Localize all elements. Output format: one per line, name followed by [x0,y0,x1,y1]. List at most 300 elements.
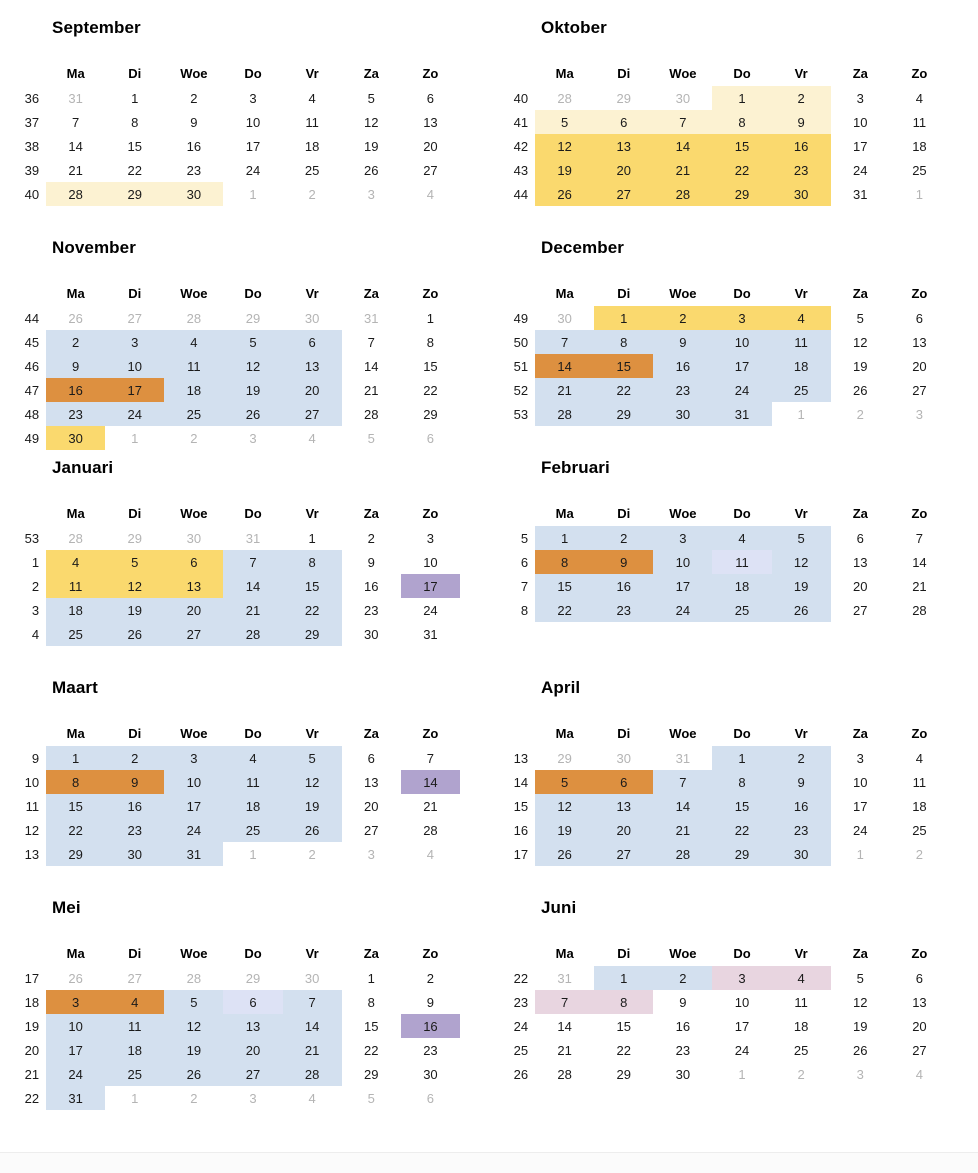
day-cell[interactable]: 23 [675,1042,691,1058]
day-cell[interactable]: 15 [712,134,771,158]
day-cell[interactable]: 10 [423,554,438,570]
day-cell-adjacent-month[interactable]: 3 [367,846,375,862]
day-cell[interactable]: 18 [912,798,927,814]
day-cell[interactable]: 6 [856,530,864,546]
day-cell[interactable]: 3 [653,526,712,550]
day-cell[interactable]: 19 [535,158,594,182]
day-cell[interactable]: 6 [164,550,223,574]
day-cell[interactable]: 19 [223,378,282,402]
day-cell[interactable]: 5 [367,90,375,106]
day-cell[interactable]: 11 [912,114,927,130]
day-cell[interactable]: 9 [772,110,831,134]
day-cell[interactable]: 2 [426,970,435,986]
day-cell-adjacent-month[interactable]: 26 [68,970,83,986]
day-cell[interactable]: 10 [734,994,750,1010]
day-cell[interactable]: 5 [535,110,594,134]
day-cell[interactable]: 22 [46,818,105,842]
day-cell-adjacent-month[interactable]: 1 [738,1066,746,1082]
day-cell[interactable]: 23 [186,162,202,178]
day-cell[interactable]: 13 [594,794,653,818]
day-cell[interactable]: 17 [245,138,261,154]
day-cell[interactable]: 3 [426,530,435,546]
day-cell[interactable]: 25 [105,1062,164,1086]
day-cell[interactable]: 18 [223,794,282,818]
day-cell[interactable]: 8 [712,110,771,134]
day-cell-adjacent-month[interactable]: 4 [426,186,435,202]
day-cell-adjacent-month[interactable]: 3 [915,406,924,422]
day-cell[interactable]: 3 [712,966,771,990]
day-cell[interactable]: 15 [283,574,342,598]
day-cell[interactable]: 5 [772,526,831,550]
day-cell[interactable]: 10 [105,354,164,378]
day-cell[interactable]: 25 [304,162,320,178]
day-cell[interactable]: 26 [105,622,164,646]
day-cell[interactable]: 29 [283,622,342,646]
day-cell[interactable]: 21 [68,162,83,178]
day-cell-adjacent-month[interactable]: 31 [557,970,572,986]
day-cell-adjacent-month[interactable]: 1 [797,406,805,422]
day-cell-adjacent-month[interactable]: 29 [245,310,261,326]
day-cell[interactable]: 27 [364,822,379,838]
day-cell[interactable]: 12 [535,134,594,158]
day-cell[interactable]: 26 [364,162,379,178]
day-cell[interactable]: 18 [304,138,320,154]
day-cell-adjacent-month[interactable]: 6 [426,1090,435,1106]
day-cell-adjacent-month[interactable]: 2 [797,1066,805,1082]
day-cell[interactable]: 3 [856,90,864,106]
day-cell[interactable]: 9 [594,550,653,574]
day-cell-adjacent-month[interactable]: 1 [915,186,924,202]
day-cell[interactable]: 1 [535,526,594,550]
day-cell[interactable]: 14 [364,358,379,374]
day-cell[interactable]: 16 [772,134,831,158]
day-cell-adjacent-month[interactable]: 4 [308,430,316,446]
day-cell[interactable]: 4 [308,90,316,106]
day-cell[interactable]: 23 [594,598,653,622]
day-cell[interactable]: 1 [426,310,435,326]
day-cell[interactable]: 25 [164,402,223,426]
day-cell[interactable]: 24 [853,162,868,178]
day-cell[interactable]: 5 [856,310,864,326]
day-cell[interactable]: 25 [772,378,831,402]
day-cell[interactable]: 19 [364,138,379,154]
day-cell[interactable]: 20 [364,798,379,814]
day-cell[interactable]: 28 [653,182,712,206]
day-cell[interactable]: 4 [164,330,223,354]
day-cell[interactable]: 1 [367,970,375,986]
day-cell-adjacent-month[interactable]: 2 [308,186,316,202]
day-cell[interactable]: 15 [364,1018,379,1034]
day-cell[interactable]: 14 [401,770,460,794]
day-cell[interactable]: 8 [283,550,342,574]
day-cell[interactable]: 30 [46,426,105,450]
day-cell[interactable]: 23 [772,158,831,182]
day-cell[interactable]: 27 [594,182,653,206]
day-cell[interactable]: 13 [283,354,342,378]
day-cell[interactable]: 13 [423,114,438,130]
day-cell-adjacent-month[interactable]: 31 [364,310,379,326]
day-cell[interactable]: 14 [283,1014,342,1038]
day-cell-adjacent-month[interactable]: 30 [304,310,320,326]
day-cell[interactable]: 29 [712,182,771,206]
day-cell[interactable]: 27 [594,842,653,866]
day-cell[interactable]: 19 [283,794,342,818]
day-cell[interactable]: 24 [734,1042,750,1058]
day-cell[interactable]: 19 [853,1018,868,1034]
day-cell[interactable]: 27 [912,1042,927,1058]
day-cell-adjacent-month[interactable]: 1 [131,1090,139,1106]
day-cell[interactable]: 24 [712,378,771,402]
day-cell[interactable]: 13 [912,994,927,1010]
day-cell[interactable]: 16 [105,794,164,818]
day-cell[interactable]: 9 [772,770,831,794]
day-cell[interactable]: 20 [853,578,868,594]
day-cell[interactable]: 27 [223,1062,282,1086]
day-cell-adjacent-month[interactable]: 1 [856,846,864,862]
day-cell[interactable]: 17 [401,574,460,598]
day-cell[interactable]: 28 [535,402,594,426]
day-cell[interactable]: 24 [653,598,712,622]
day-cell[interactable]: 1 [46,746,105,770]
day-cell[interactable]: 17 [853,138,868,154]
day-cell[interactable]: 21 [283,1038,342,1062]
day-cell-adjacent-month[interactable]: 30 [675,90,691,106]
day-cell[interactable]: 24 [423,602,438,618]
day-cell[interactable]: 4 [915,90,924,106]
day-cell[interactable]: 15 [616,1018,632,1034]
day-cell[interactable]: 30 [772,182,831,206]
day-cell[interactable]: 16 [772,794,831,818]
day-cell[interactable]: 17 [853,798,868,814]
day-cell[interactable]: 4 [712,526,771,550]
day-cell-adjacent-month[interactable]: 3 [367,186,375,202]
day-cell[interactable]: 12 [772,550,831,574]
day-cell[interactable]: 22 [712,158,771,182]
day-cell[interactable]: 1 [712,86,771,110]
day-cell[interactable]: 12 [853,334,868,350]
day-cell[interactable]: 28 [557,1066,572,1082]
day-cell[interactable]: 4 [772,306,831,330]
day-cell[interactable]: 29 [364,1066,379,1082]
day-cell-adjacent-month[interactable]: 31 [68,90,83,106]
day-cell[interactable]: 24 [164,818,223,842]
day-cell[interactable]: 22 [283,598,342,622]
day-cell[interactable]: 2 [367,530,375,546]
day-cell[interactable]: 22 [712,818,771,842]
day-cell[interactable]: 23 [46,402,105,426]
day-cell[interactable]: 27 [283,402,342,426]
day-cell[interactable]: 18 [164,378,223,402]
day-cell[interactable]: 17 [164,794,223,818]
day-cell[interactable]: 2 [105,746,164,770]
day-cell[interactable]: 8 [594,330,653,354]
day-cell[interactable]: 1 [308,530,316,546]
day-cell[interactable]: 8 [367,994,375,1010]
day-cell[interactable]: 11 [223,770,282,794]
day-cell[interactable]: 31 [853,186,868,202]
day-cell[interactable]: 26 [853,1042,868,1058]
day-cell[interactable]: 6 [594,770,653,794]
day-cell[interactable]: 26 [772,598,831,622]
day-cell[interactable]: 12 [535,794,594,818]
day-cell[interactable]: 14 [68,138,83,154]
day-cell[interactable]: 20 [283,378,342,402]
day-cell[interactable]: 2 [46,330,105,354]
day-cell[interactable]: 25 [46,622,105,646]
day-cell-adjacent-month[interactable]: 29 [557,750,572,766]
day-cell[interactable]: 21 [423,798,438,814]
day-cell[interactable]: 7 [72,114,80,130]
day-cell[interactable]: 16 [653,354,712,378]
day-cell[interactable]: 15 [423,358,438,374]
day-cell[interactable]: 4 [223,746,282,770]
day-cell[interactable]: 13 [594,134,653,158]
day-cell[interactable]: 22 [616,1042,632,1058]
day-cell[interactable]: 21 [364,382,379,398]
day-cell[interactable]: 29 [712,842,771,866]
day-cell[interactable]: 21 [557,1042,572,1058]
day-cell[interactable]: 15 [535,574,594,598]
day-cell[interactable]: 24 [105,402,164,426]
day-cell-adjacent-month[interactable]: 31 [675,750,691,766]
day-cell-adjacent-month[interactable]: 30 [304,970,320,986]
day-cell[interactable]: 7 [535,990,594,1014]
day-cell[interactable]: 1 [594,306,653,330]
day-cell[interactable]: 26 [223,402,282,426]
day-cell[interactable]: 2 [653,966,712,990]
day-cell-adjacent-month[interactable]: 4 [915,1066,924,1082]
day-cell[interactable]: 19 [853,358,868,374]
day-cell[interactable]: 28 [46,182,105,206]
day-cell[interactable]: 13 [853,554,868,570]
day-cell[interactable]: 20 [423,138,438,154]
day-cell[interactable]: 21 [223,598,282,622]
day-cell[interactable]: 26 [853,382,868,398]
day-cell[interactable]: 10 [46,1014,105,1038]
day-cell[interactable]: 23 [772,818,831,842]
day-cell[interactable]: 7 [283,990,342,1014]
day-cell[interactable]: 13 [164,574,223,598]
day-cell[interactable]: 2 [772,86,831,110]
day-cell[interactable]: 5 [856,970,864,986]
day-cell[interactable]: 29 [423,406,438,422]
day-cell[interactable]: 25 [912,822,927,838]
day-cell[interactable]: 25 [223,818,282,842]
day-cell[interactable]: 4 [772,966,831,990]
day-cell[interactable]: 20 [912,1018,927,1034]
day-cell-adjacent-month[interactable]: 31 [245,530,261,546]
day-cell[interactable]: 14 [535,354,594,378]
day-cell[interactable]: 13 [912,334,927,350]
day-cell[interactable]: 19 [164,1038,223,1062]
day-cell[interactable]: 10 [245,114,261,130]
day-cell[interactable]: 14 [557,1018,572,1034]
day-cell[interactable]: 23 [105,818,164,842]
day-cell[interactable]: 15 [712,794,771,818]
day-cell-adjacent-month[interactable]: 3 [249,1090,257,1106]
day-cell[interactable]: 17 [712,354,771,378]
day-cell[interactable]: 3 [105,330,164,354]
day-cell[interactable]: 26 [535,182,594,206]
day-cell[interactable]: 11 [164,354,223,378]
day-cell[interactable]: 8 [712,770,771,794]
day-cell[interactable]: 4 [105,990,164,1014]
day-cell[interactable]: 10 [853,774,868,790]
day-cell[interactable]: 3 [856,750,864,766]
day-cell[interactable]: 9 [190,114,198,130]
day-cell[interactable]: 15 [594,354,653,378]
day-cell-adjacent-month[interactable]: 29 [616,90,632,106]
day-cell[interactable]: 16 [594,574,653,598]
day-cell[interactable]: 29 [616,1066,632,1082]
day-cell[interactable]: 7 [535,330,594,354]
day-cell[interactable]: 22 [535,598,594,622]
day-cell[interactable]: 28 [912,602,927,618]
day-cell[interactable]: 6 [915,310,924,326]
day-cell-adjacent-month[interactable]: 2 [190,1090,198,1106]
day-cell[interactable]: 18 [105,1038,164,1062]
day-cell[interactable]: 9 [46,354,105,378]
day-cell[interactable]: 30 [105,842,164,866]
day-cell[interactable]: 3 [712,306,771,330]
day-cell[interactable]: 3 [46,990,105,1014]
day-cell-adjacent-month[interactable]: 3 [249,430,257,446]
day-cell-adjacent-month[interactable]: 28 [186,970,202,986]
day-cell[interactable]: 14 [653,134,712,158]
day-cell[interactable]: 19 [772,574,831,598]
day-cell[interactable]: 14 [912,554,927,570]
day-cell[interactable]: 9 [426,994,435,1010]
day-cell[interactable]: 1 [712,746,771,770]
day-cell[interactable]: 31 [423,626,438,642]
day-cell[interactable]: 5 [105,550,164,574]
day-cell[interactable]: 5 [164,990,223,1014]
day-cell[interactable]: 31 [46,1086,105,1110]
day-cell[interactable]: 20 [912,358,927,374]
day-cell-adjacent-month[interactable]: 30 [557,310,572,326]
day-cell-adjacent-month[interactable]: 6 [426,430,435,446]
day-cell[interactable]: 29 [105,182,164,206]
day-cell[interactable]: 2 [190,90,198,106]
day-cell-adjacent-month[interactable]: 4 [426,846,435,862]
day-cell[interactable]: 27 [853,602,868,618]
day-cell-adjacent-month[interactable]: 1 [249,186,257,202]
day-cell[interactable]: 16 [186,138,202,154]
day-cell[interactable]: 23 [423,1042,438,1058]
day-cell[interactable]: 15 [46,794,105,818]
day-cell[interactable]: 20 [594,158,653,182]
day-cell-adjacent-month[interactable]: 29 [127,530,143,546]
day-cell[interactable]: 21 [912,578,927,594]
day-cell[interactable]: 27 [912,382,927,398]
day-cell[interactable]: 17 [46,1038,105,1062]
day-cell[interactable]: 29 [46,842,105,866]
day-cell[interactable]: 12 [283,770,342,794]
day-cell[interactable]: 2 [772,746,831,770]
day-cell[interactable]: 28 [283,1062,342,1086]
day-cell[interactable]: 9 [367,554,375,570]
day-cell[interactable]: 28 [223,622,282,646]
day-cell[interactable]: 4 [46,550,105,574]
day-cell[interactable]: 25 [912,162,927,178]
day-cell[interactable]: 11 [912,774,927,790]
day-cell[interactable]: 26 [283,818,342,842]
day-cell[interactable]: 6 [426,90,435,106]
day-cell[interactable]: 29 [594,402,653,426]
day-cell[interactable]: 8 [131,114,139,130]
day-cell[interactable]: 18 [46,598,105,622]
day-cell[interactable]: 9 [679,994,687,1010]
day-cell[interactable]: 7 [367,334,375,350]
day-cell[interactable]: 11 [772,330,831,354]
day-cell[interactable]: 13 [364,774,379,790]
day-cell-adjacent-month[interactable]: 2 [856,406,864,422]
day-cell[interactable]: 22 [594,378,653,402]
day-cell[interactable]: 8 [594,990,653,1014]
day-cell[interactable]: 24 [245,162,261,178]
day-cell-adjacent-month[interactable]: 1 [131,430,139,446]
day-cell-adjacent-month[interactable]: 1 [249,846,257,862]
day-cell[interactable]: 20 [164,598,223,622]
day-cell[interactable]: 5 [535,770,594,794]
day-cell[interactable]: 8 [535,550,594,574]
day-cell[interactable]: 4 [915,750,924,766]
day-cell[interactable]: 19 [535,818,594,842]
day-cell[interactable]: 8 [426,334,435,350]
day-cell[interactable]: 6 [594,110,653,134]
day-cell-adjacent-month[interactable]: 2 [190,430,198,446]
day-cell[interactable]: 30 [675,1066,691,1082]
day-cell[interactable]: 22 [423,382,438,398]
day-cell[interactable]: 27 [423,162,438,178]
day-cell[interactable]: 11 [105,1014,164,1038]
day-cell[interactable]: 1 [131,90,139,106]
day-cell[interactable]: 18 [912,138,927,154]
day-cell[interactable]: 21 [535,378,594,402]
day-cell[interactable]: 31 [712,402,771,426]
day-cell[interactable]: 12 [364,114,379,130]
day-cell[interactable]: 23 [364,602,379,618]
day-cell-adjacent-month[interactable]: 5 [367,430,375,446]
day-cell[interactable]: 25 [712,598,771,622]
day-cell-adjacent-month[interactable]: 28 [557,90,572,106]
day-cell[interactable]: 21 [653,158,712,182]
day-cell[interactable]: 30 [772,842,831,866]
day-cell[interactable]: 1 [594,966,653,990]
day-cell[interactable]: 15 [127,138,143,154]
day-cell[interactable]: 3 [164,746,223,770]
day-cell[interactable]: 2 [594,526,653,550]
day-cell-adjacent-month[interactable]: 4 [308,1090,316,1106]
day-cell[interactable]: 30 [653,402,712,426]
day-cell[interactable]: 28 [423,822,438,838]
day-cell[interactable]: 10 [164,770,223,794]
day-cell[interactable]: 16 [675,1018,691,1034]
day-cell[interactable]: 18 [712,574,771,598]
day-cell-adjacent-month[interactable]: 2 [915,846,924,862]
day-cell[interactable]: 19 [105,598,164,622]
day-cell[interactable]: 27 [164,622,223,646]
day-cell[interactable]: 5 [223,330,282,354]
day-cell-adjacent-month[interactable]: 30 [186,530,202,546]
day-cell-adjacent-month[interactable]: 27 [127,970,143,986]
day-cell[interactable]: 24 [46,1062,105,1086]
day-cell-adjacent-month[interactable]: 26 [68,310,83,326]
day-cell[interactable]: 17 [653,574,712,598]
day-cell[interactable]: 8 [46,770,105,794]
day-cell[interactable]: 22 [364,1042,379,1058]
day-cell[interactable]: 9 [653,330,712,354]
